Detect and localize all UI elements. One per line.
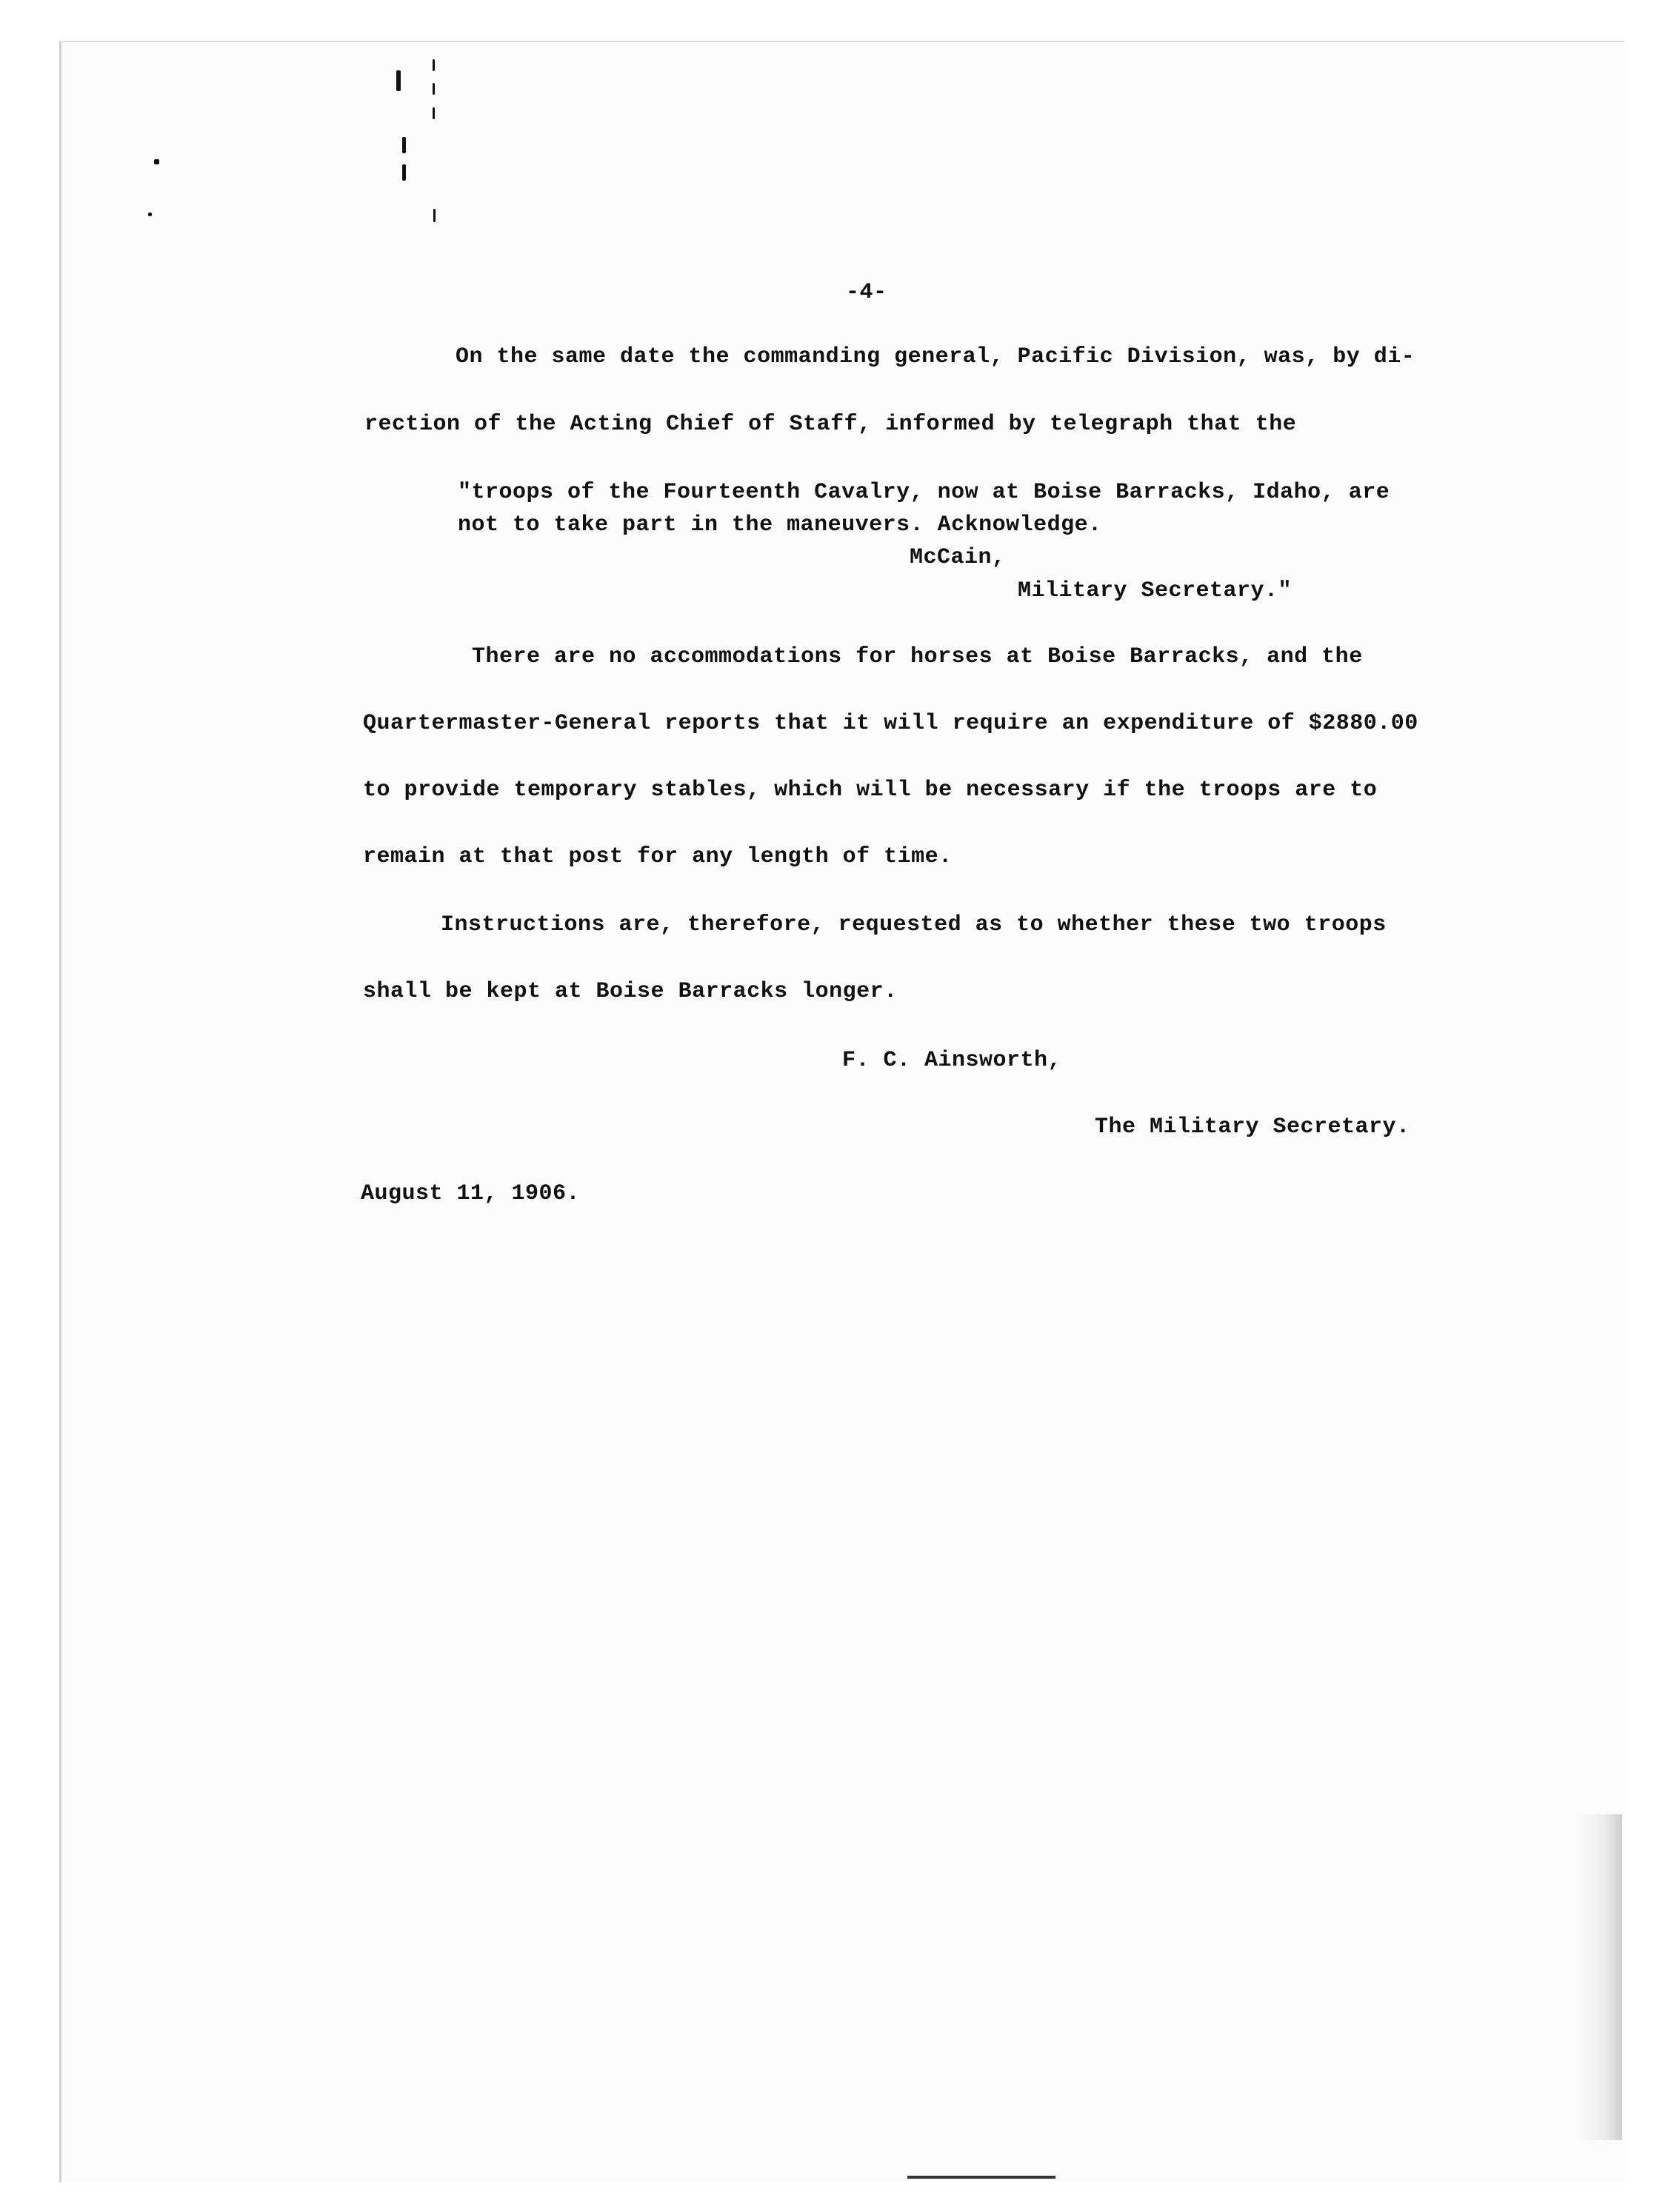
signature-title: The Military Secretary. (1095, 1115, 1410, 1140)
paragraph-2-line-4: remain at that post for any length of time. (363, 844, 953, 869)
paragraph-1-line-2: rection of the Acting Chief of Staff, informed by telegraph that the (364, 412, 1297, 437)
paragraph-3-line-1: Instructions are, therefore, requested as to whether these two troops (441, 912, 1387, 938)
paragraph-2-line-3: to provide temporary stables, which will be necessary if the troops are to (363, 778, 1378, 803)
scan-mark (433, 209, 436, 222)
paragraph-3-line-2: shall be kept at Boise Barracks longer. (363, 979, 898, 1004)
signature-name: F. C. Ainsworth, (842, 1048, 1062, 1073)
scan-mark (402, 137, 406, 153)
paragraph-2-line-2: Quartermaster-General reports that it will require an expenditure of $2880.00 (363, 711, 1418, 736)
quote-line-2: not to take part in the maneuvers. Acknowledge. (458, 512, 1102, 538)
paragraph-2-line-1: There are no accommodations for horses at Boise Barracks, and the (472, 644, 1363, 669)
scan-mark (148, 213, 152, 216)
quote-line-1: "troops of the Fourteenth Cavalry, now at Boise Barracks, Idaho, are (458, 480, 1390, 505)
document-date: August 11, 1906. (361, 1181, 581, 1206)
page-edge-mark (907, 2176, 1055, 2179)
scan-mark (433, 83, 435, 95)
scan-mark (433, 107, 435, 119)
scan-mark (433, 59, 435, 71)
scan-mark (154, 159, 159, 164)
quote-signer-title: Military Secretary." (1018, 578, 1293, 604)
quote-signer: McCain, (910, 545, 1006, 570)
page-curl-shadow (1578, 1814, 1622, 2140)
paragraph-1-line-1: On the same date the commanding general, Pacific Division, was, by di- (456, 344, 1415, 370)
scan-mark (396, 70, 401, 91)
page-number: -4- (846, 280, 887, 305)
scan-mark (402, 164, 406, 181)
